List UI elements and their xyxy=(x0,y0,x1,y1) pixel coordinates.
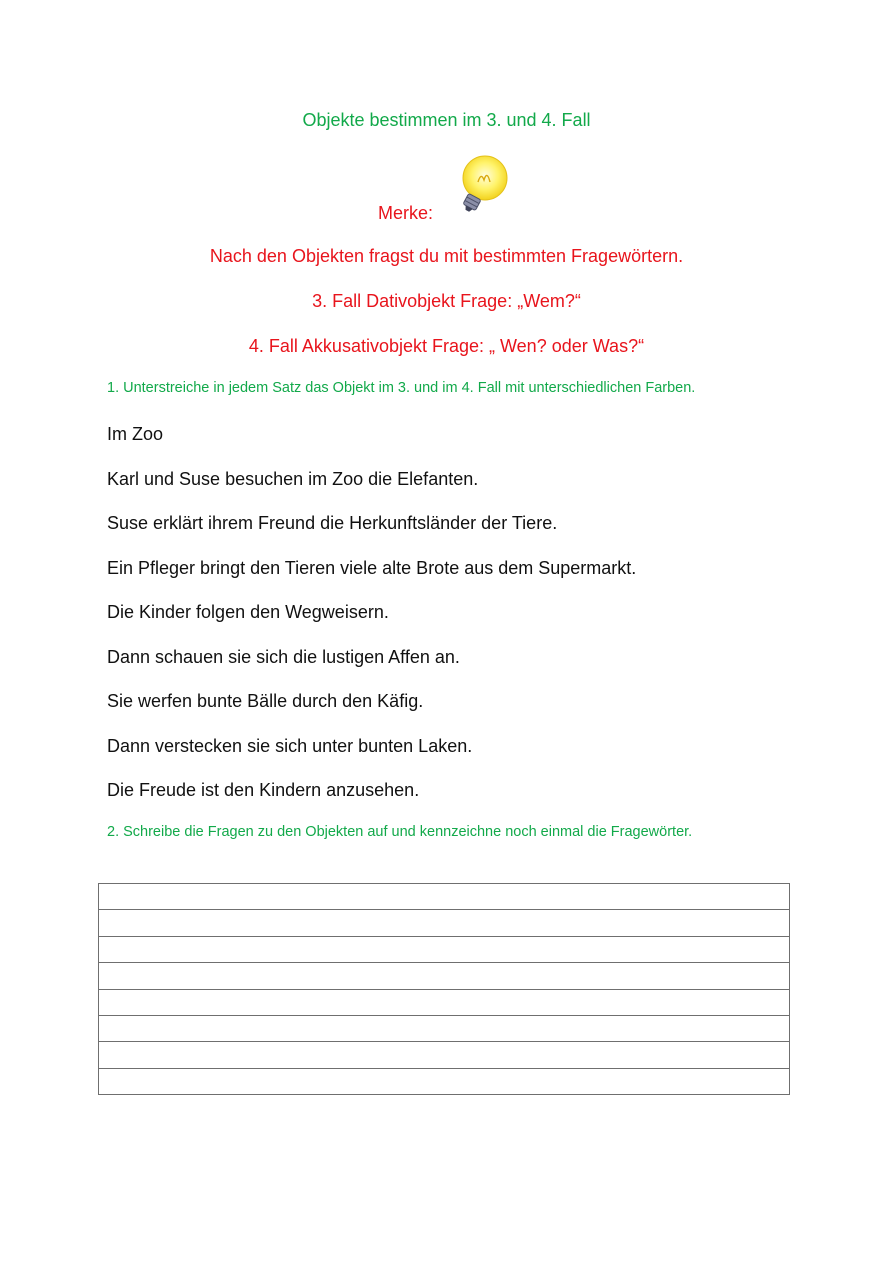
answer-line[interactable] xyxy=(99,910,790,936)
sentence: Die Freude ist den Kindern anzusehen. xyxy=(107,780,420,800)
merke-label: Merke: xyxy=(378,203,434,223)
answer-line[interactable] xyxy=(99,884,790,910)
sentence: Dann verstecken sie sich unter bunten Laken. xyxy=(107,736,473,756)
sentence: Sie werfen bunte Bälle durch den Käfig. xyxy=(107,691,424,711)
answer-line[interactable] xyxy=(99,1015,790,1041)
sentence: Ein Pfleger bringt den Tieren viele alte Brote aus dem Supermarkt. xyxy=(107,558,637,578)
lightbulb-icon xyxy=(456,152,512,216)
answer-line[interactable] xyxy=(99,1042,790,1068)
task-1-instruction: 1. Unterstreiche in jedem Satz das Objekt im 3. und im 4. Fall mit unterschiedlichen Farben. xyxy=(107,380,696,396)
sentence: Die Kinder folgen den Wegweisern. xyxy=(107,602,389,622)
answer-line[interactable] xyxy=(99,936,790,962)
rule-accusative: 4. Fall Akkusativobjekt Frage: „ Wen? oder Was?“ xyxy=(248,336,645,356)
answer-lines-table xyxy=(98,883,790,1095)
section-heading: Im Zoo xyxy=(107,424,164,444)
rule-dative: 3. Fall Dativobjekt Frage: „Wem?“ xyxy=(312,291,581,311)
sentence: Dann schauen sie sich die lustigen Affen an. xyxy=(107,647,460,667)
answer-line[interactable] xyxy=(99,1068,790,1094)
page-title: Objekte bestimmen im 3. und 4. Fall xyxy=(302,110,591,130)
answer-line[interactable] xyxy=(99,989,790,1015)
sentence: Suse erklärt ihrem Freund die Herkunftsländer der Tiere. xyxy=(107,513,558,533)
sentence: Karl und Suse besuchen im Zoo die Elefanten. xyxy=(107,469,479,489)
rule-1: Nach den Objekten fragst du mit bestimmten Fragewörtern. xyxy=(209,246,684,266)
answer-line[interactable] xyxy=(99,963,790,989)
task-2-instruction: 2. Schreibe die Fragen zu den Objekten auf und kennzeichne noch einmal die Fragewörter. xyxy=(107,824,693,840)
